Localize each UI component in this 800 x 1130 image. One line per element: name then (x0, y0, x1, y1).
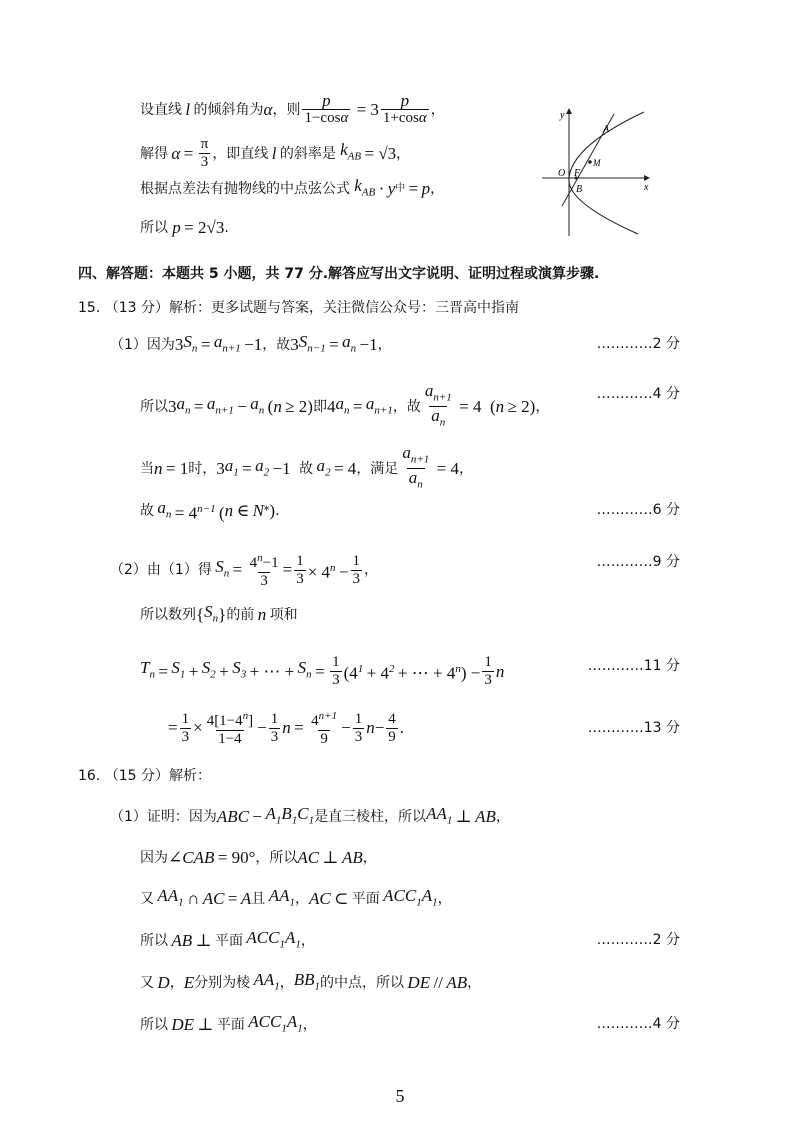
q15-header: 15. （13 分）解析：更多试题与答案，关注微信公众号：三晋高中指南 (78, 300, 519, 316)
q16-line-1: （1）证明：因为 ABC − $A_1B_1C_1$ 是直三棱柱，所以 $AA_1$ ⊥ AB ， (110, 804, 510, 827)
label-y: y (560, 110, 565, 121)
score-2: …………2 分 (596, 336, 680, 352)
fraction: $\frac{1}{3}$ (332, 654, 340, 688)
q16-line-2: 因为 ∠ CAB = 90° ，所以 AC ⊥ AB ， (140, 848, 377, 867)
page-number: 5 (395, 1086, 405, 1106)
fraction: $\frac{4}{9}$ (388, 710, 396, 745)
score-9: …………9 分 (596, 554, 680, 570)
fraction: $\frac{1}{3}$ (296, 552, 304, 587)
score-16-4: …………4 分 (596, 1016, 680, 1032)
fraction: $\frac{\pi}{3}$ (200, 136, 209, 170)
line-2: 解得 α = $\frac{\pi}{3}$ ，即直线 l 的斜率是 $k_{AB}$ = √3 ， (140, 136, 411, 170)
q15-line-3: 当 n = 1 时， 3 $a_1$ = $a_2$ −1 故 $a_2$ = 4 ，满足 $\frac{a_{n+1}}{a_n}$ = 4 ， (140, 444, 473, 494)
score-16-2: …………2 分 (596, 932, 680, 948)
section-4-heading: 四、解答题：本题共 5 小题，共 77 分.解答应写出文字说明、证明过程或演算步骤. (78, 266, 600, 282)
parabola-figure (540, 106, 650, 238)
q15-line-4: 故 $a_n$ = $4^{n-1}$ ( n ∈ N * ) . (140, 498, 280, 523)
label-a: A (603, 124, 610, 135)
fraction: $\frac{1}{3}$ (354, 710, 363, 745)
q15-line-5: （2）由（1）得 $S_n$ = $\frac{4^n-1}{3}$ = $\frac{1}{3}$ × $4^n$ − $\frac{1}{3}$ ， (110, 552, 379, 589)
q15-line-8: = $\frac{1}{3}$ × $\frac{4[1-4^n]}{1-4}$ − $\frac{1}{3}$ n = $\frac{4^{n+1}}{9}$ − $\frac{1}{3}$ n − $\frac{4}{9}$ . (168, 710, 405, 747)
fraction: $\frac{4[1-4^n]}{1-4}$ (206, 710, 254, 747)
fraction: $\frac{4^{n+1}}{9}$ (311, 710, 338, 747)
score-11: …………11 分 (587, 658, 680, 674)
y-axis-arrow (566, 108, 572, 114)
line-3: 根据点差法有抛物线的中点弦公式 $k_{AB}$ · y 中 = p ， (140, 176, 445, 199)
q16-line-6: 所以 DE ⊥ 平面 $ACC_1A_1$ ， (140, 1012, 317, 1035)
q16-line-4: 所以 AB ⊥ 平面 $ACC_1A_1$ ， (140, 928, 315, 951)
score-4: …………4 分 (596, 386, 680, 402)
q15-line-7: $T_n$ = $S_1$ + $S_2$ + $S_3$ + ⋯ + $S_n$ = $\frac{1}{3}$ ($4^1 + 4^2$ + ⋯ + $4^n$) − $\frac{1}{3}$ n (140, 654, 505, 688)
label-o: O (558, 168, 566, 179)
q15-line-6: 所以数列 { $S_n$ } 的前 n 项和 (140, 602, 298, 625)
fraction: $\frac{a_{n+1}}{a_n}$ (423, 382, 454, 432)
line-1: 设直线 l 的倾斜角为 α ，则 $\frac{p}{1-\cos\alpha}$ = 3 $\frac{p}{1+\cos\alpha}$ ， (140, 91, 445, 126)
fraction: $\frac{4^n-1}{3}$ (249, 552, 279, 589)
fraction: $\frac{p}{1+\cos\alpha}$ (382, 91, 427, 126)
label-f: F (574, 168, 581, 179)
label-x: x (644, 182, 649, 193)
fraction: $\frac{1}{3}$ (181, 710, 190, 745)
score-6: …………6 分 (596, 502, 680, 518)
line-4: 所以 p = 2√3 . (140, 218, 229, 237)
q16-line-5: 又 D ， E 分别为棱 $AA_1$ ， $BB_1$ 的中点，所以 DE // AB ， (140, 970, 482, 993)
point-m (588, 160, 592, 164)
q15-line-1: （1）因为 3 $S_n$ = $a_{n+1}$ −1 ，故 3 $S_{n-1}$ = $a_n$ −1 ， (110, 332, 392, 355)
q16-header: 16. （15 分）解析： (78, 768, 211, 784)
fraction: $\frac{1}{3}$ (270, 710, 279, 745)
fraction: $\frac{p}{1-\cos\alpha}$ (304, 91, 349, 126)
q15-line-2: 所以 3 $a_n$ = $a_{n+1}$ − $a_n$ ( n ≥ 2) 即 4 $a_n$ = $a_{n+1}$ ，故 $\frac{a_{n+1}}{a_n}$ = 4 ( n ≥ 2) ， (140, 382, 549, 432)
q16-line-3: 又 $AA_1$ ∩ AC = A 且 $AA_1$ ， AC ⊂ 平面 $ACC_1A_1$ ， (140, 886, 452, 909)
x-axis-arrow (644, 175, 650, 181)
score-13: …………13 分 (587, 720, 680, 736)
label-b: B (576, 184, 583, 195)
fraction: $\frac{a_{n+1}}{a_n}$ (400, 444, 431, 494)
fraction: $\frac{1}{3}$ (352, 552, 361, 587)
fraction: $\frac{1}{3}$ (484, 654, 492, 688)
label-m: M (593, 158, 601, 168)
